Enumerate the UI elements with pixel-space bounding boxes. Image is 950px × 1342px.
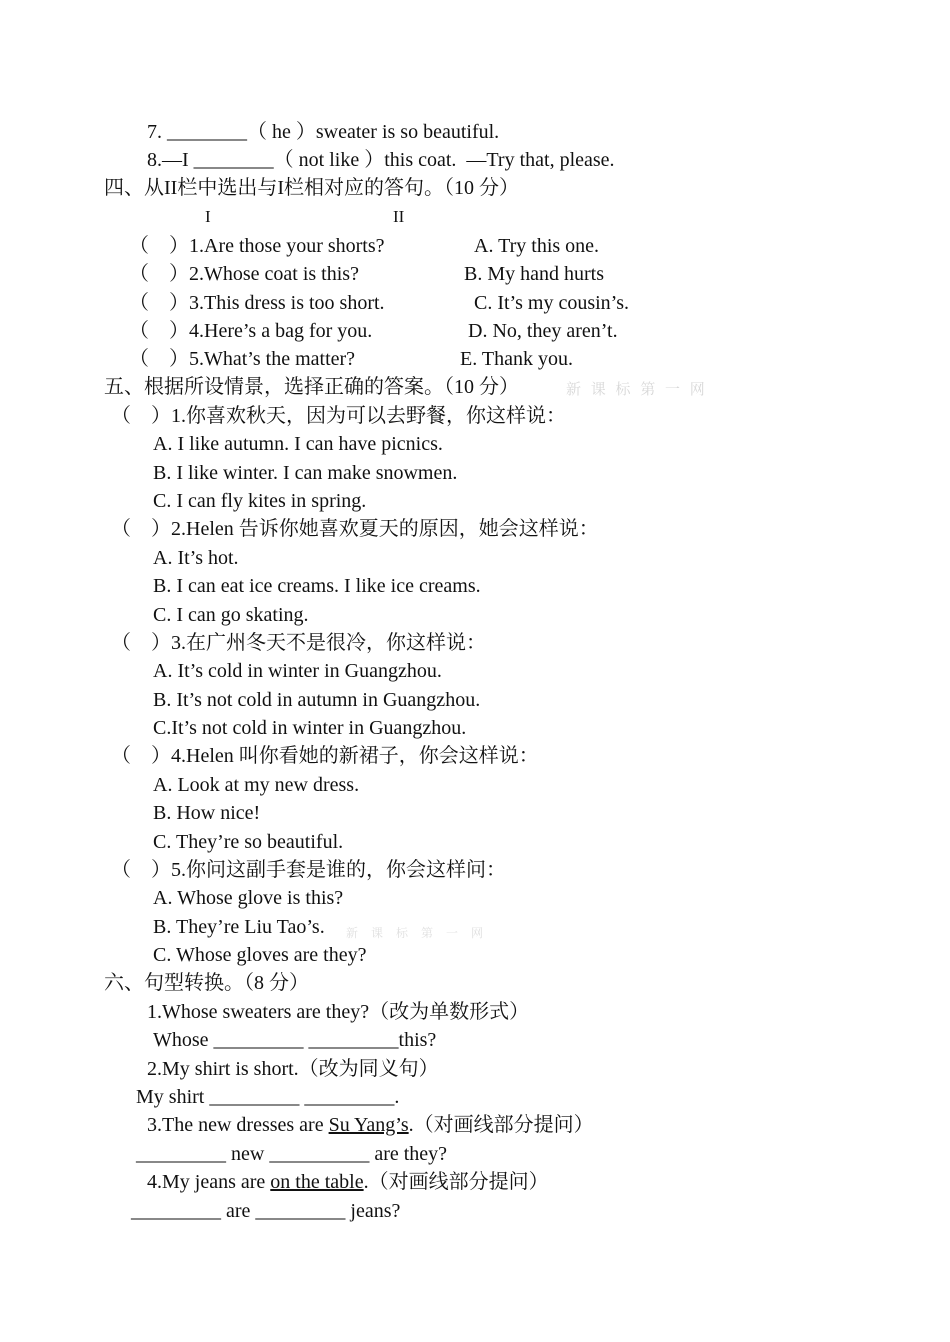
transform-question-2: 2.My shirt is short.（改为同义句） [147,1058,439,1080]
choice-option: B. It’s not cold in autumn in Guangzhou. [153,689,481,711]
question-7: 7. ________（ he ）sweater is so beautiful. [147,121,500,143]
match-answer-a: A. Try this one. [474,235,600,257]
watermark-text: 新 课 标 第 一 网 [346,926,489,940]
match-answer-d: D. No, they aren’t. [468,320,618,342]
match-question-1: （ ）1.Are those your shorts? [129,235,385,257]
section4-heading: 四、从II栏中选出与I栏相对应的答句。（10 分） [104,177,519,199]
choice-option: C. I can go skating. [153,604,309,626]
transform-answer-2: My shirt _________ _________. [136,1086,400,1108]
section5-heading: 五、根据所设情景，选择正确的答案。（10 分） [104,376,519,398]
choice-option: A. Look at my new dress. [153,774,360,796]
match-question-2: （ ）2.Whose coat is this? [129,263,359,285]
choice-option: A. Whose glove is this? [153,887,344,909]
match-answer-b: B. My hand hurts [464,263,604,285]
watermark-text: 新 课 标 第 一 网 [566,382,708,398]
underlined-phrase: Su Yang’s [328,1114,409,1136]
transform-question-1: 1.Whose sweaters are they?（改为单数形式） [147,1001,530,1023]
choice-option: C. They’re so beautiful. [153,831,344,853]
choice-option: C. Whose gloves are they? [153,944,367,966]
transform-question-3 [147,1113,594,1137]
column-i-header: I [205,207,211,226]
transform-question-4 [147,1170,549,1194]
underlined-phrase: on the table [270,1171,364,1193]
match-question-3: （ ）3.This dress is too short. [129,292,385,314]
choice-question-1: （ ）1.你喜欢秋天，因为可以去野餐，你这样说： [111,405,566,427]
question-8: 8.—I ________（ not like ）this coat. —Try that, please. [147,149,615,171]
choice-question-3: （ ）3.在广州冬天不是很冷，你这样说： [111,632,486,654]
transform-answer-3: _________ new __________ are they? [136,1143,448,1165]
match-answer-e: E. Thank you. [460,348,573,370]
question-instruction: .（对画线部分提问） [408,1114,594,1136]
match-answer-c: C. It’s my cousin’s. [474,292,630,314]
column-ii-header: II [393,207,405,226]
choice-option: C. I can fly kites in spring. [153,490,367,512]
choice-option: B. I like winter. I can make snowmen. [153,462,458,484]
question-text: 4.My jeans are [147,1171,271,1193]
section6-heading: 六、句型转换。（8 分） [104,972,309,994]
choice-option: A. It’s cold in winter in Guangzhou. [153,660,442,682]
question-instruction: .（对画线部分提问） [363,1171,549,1193]
choice-option: B. I can eat ice creams. I like ice creams. [153,575,481,597]
choice-option: B. How nice! [153,802,261,824]
match-question-5: （ ）5.What’s the matter? [129,348,356,370]
choice-option: C.It’s not cold in winter in Guangzhou. [153,717,467,739]
choice-option: B. They’re Liu Tao’s. [153,916,325,938]
choice-question-5: （ ）5.你问这副手套是谁的，你会这样问： [111,859,506,881]
choice-question-4: （ ）4.Helen 叫你看她的新裙子，你会这样说： [111,745,539,767]
match-question-4: （ ）4.Here’s a bag for you. [129,320,373,342]
transform-answer-1: Whose _________ _________this? [153,1029,437,1051]
transform-answer-4: _________ are _________ jeans? [131,1200,401,1222]
choice-option: A. I like autumn. I can have picnics. [153,433,443,455]
choice-option: A. It’s hot. [153,547,239,569]
question-text: 3.The new dresses are [147,1114,329,1136]
choice-question-2: （ ）2.Helen 告诉你她喜欢夏天的原因，她会这样说： [111,518,599,540]
